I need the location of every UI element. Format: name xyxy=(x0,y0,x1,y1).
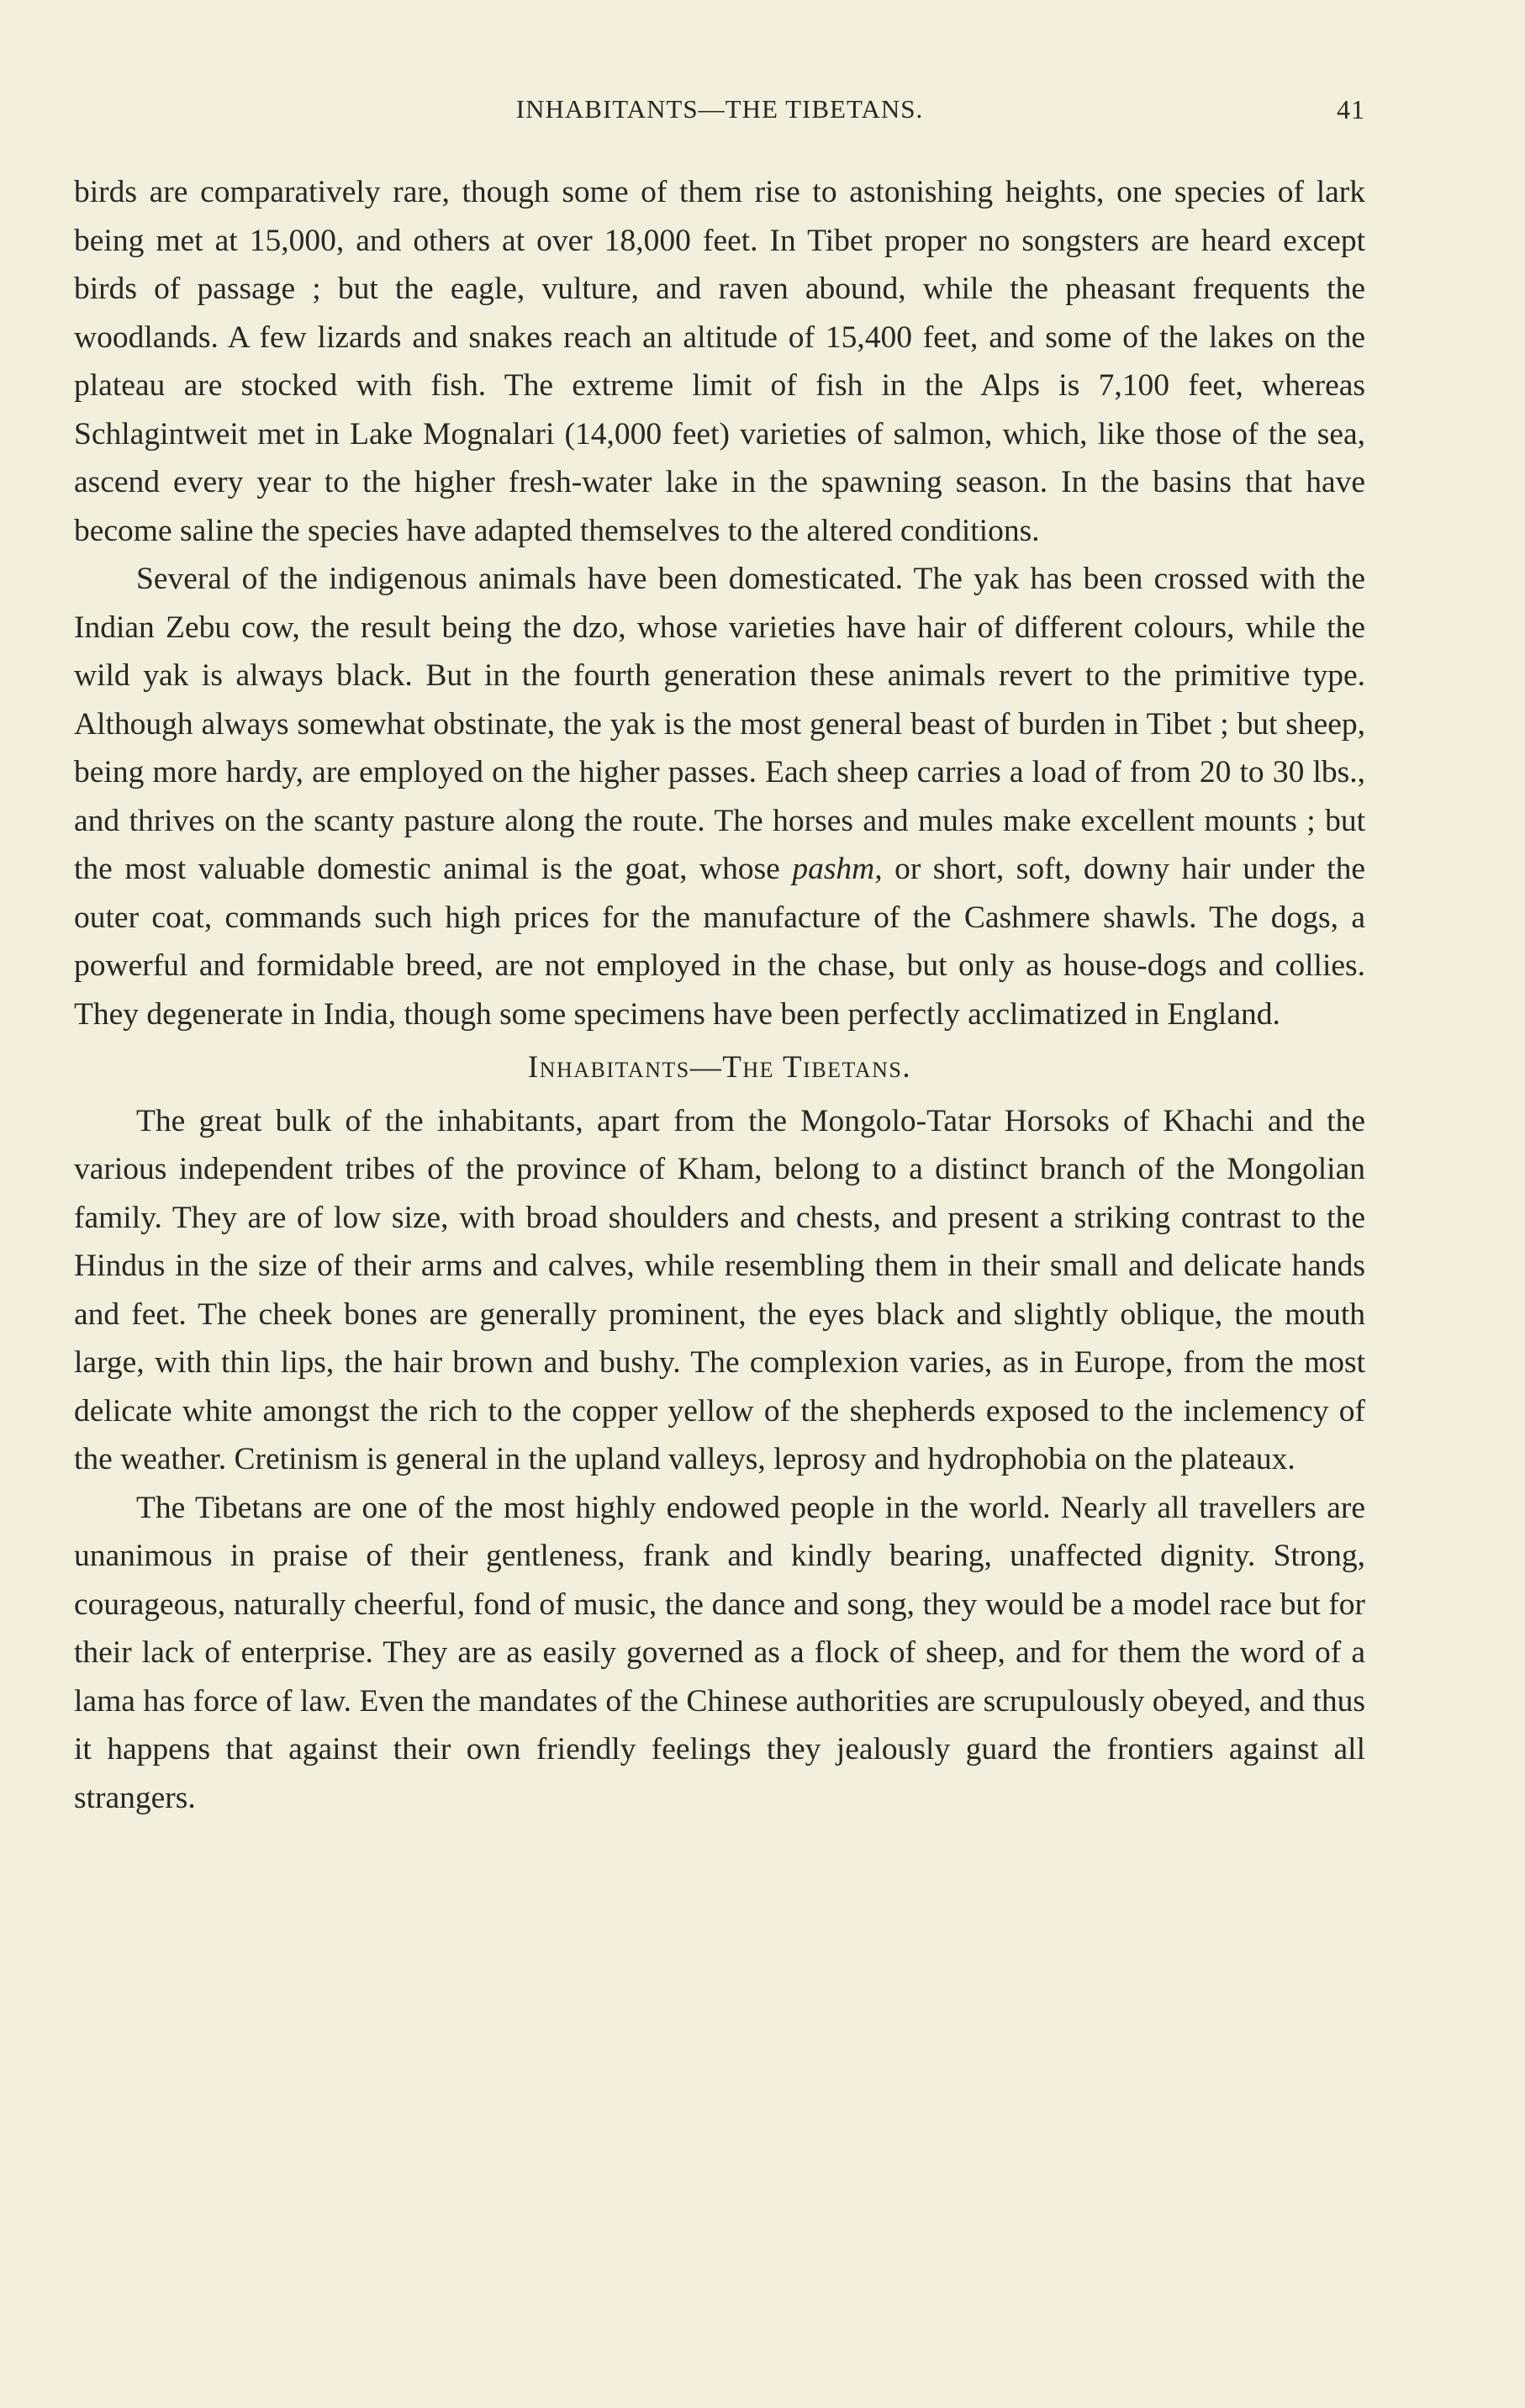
page-number: 41 xyxy=(1337,94,1365,124)
paragraph-physical-traits: The great bulk of the inhabitants, apart from the Mongolo-Tatar Horsoks of Khachi and the various independent tribes of the province of Kham, belong to a distinct branch of the Mongolian family. They are of low size, with broad shoulders and chests, and present a striking contrast to the Hindus in the size of their arms and calves, while resembling them in their small and delicate hands and feet. The cheek bones are generally prominent, the eyes black and slightly oblique, the mouth large, with thin lips, the hair brown and bushy. The complexion varies, as in Europe, from the most delicate white amongst the rich to the copper yellow of the shepherds exposed to the inclemency of the weather. Cretinism is general in the upland valleys, leprosy and hydrophobia on the plateaux. xyxy=(74,1103,1365,1476)
paragraph-continued: birds are comparatively rare, though some of them rise to astonishing heights, one species of lark being met at 15,000, and others at over 18,000 feet. In Tibet proper no songsters are heard except birds of passage ; but the eagle, vulture, and raven abound, while the pheasant frequents the woodlands. A few lizards and snakes reach an altitude of 15,400 feet, and some of the lakes on the plateau are stocked with fish. The extreme limit of fish in the Alps is 7,100 feet, whereas Schlagintweit met in Lake Mognalari (14,000 feet) varieties of salmon, which, like those of the sea, ascend every year to the higher fresh-water lake in the spawning season. In the basins that have become saline the species have adapted themselves to the altered conditions. xyxy=(74,175,1365,548)
paragraph-text: Several of the indigenous animals have been domesticated. The yak has been crossed with the Indian Zebu cow, the result being the dzo, whose varieties have hair of different colours, while the wild yak is always black. But in the fourth generation these animals revert to the primitive type. Although always somewhat obstinate, the yak is the most general beast of burden in Tibet ; but sheep, being more hardy, are employed on the higher passes. Each sheep carries a load of from 20 to 30 lbs., and thrives on the scanty pasture along the route. The horses and mules make excellent mounts ; but the most valuable domestic animal is the goat, whose xyxy=(74,562,1365,886)
paragraph-character: The Tibetans are one of the most highly endowed people in the world. Nearly all travellers are unanimous in praise of their gentleness, frank and kindly bearing, unaffected dignity. Strong, courageous, naturally cheerful, fond of music, the dance and song, they would be a model race but for their lack of enterprise. They are as easily governed as a flock of sheep, and for them the word of a lama has force of law. Even the mandates of the Chinese authorities are scrupulously obeyed, and thus it happens that against their own friendly feelings they jealously guard the frontiers against all strangers. xyxy=(74,1490,1365,1815)
running-head xyxy=(74,94,1365,131)
paragraph-domestic-animals xyxy=(74,555,1365,1038)
body-text xyxy=(74,168,1365,1822)
section-heading: Inhabitants—The Tibetans. xyxy=(527,1050,912,1085)
italic-term: pashm, xyxy=(792,852,883,886)
running-title: INHABITANTS—THE TIBETANS. xyxy=(515,94,924,124)
paragraph-text: or short, soft, downy hair under the outer coat, commands such high prices for the manufacture of the Cashmere shawls. The dogs, a powerful and formidable breed, are not employed in the chase, but only as house-dogs and collies. They degenerate in India, though some specimens have been perfectly acclimatized in England. xyxy=(74,852,1365,1032)
